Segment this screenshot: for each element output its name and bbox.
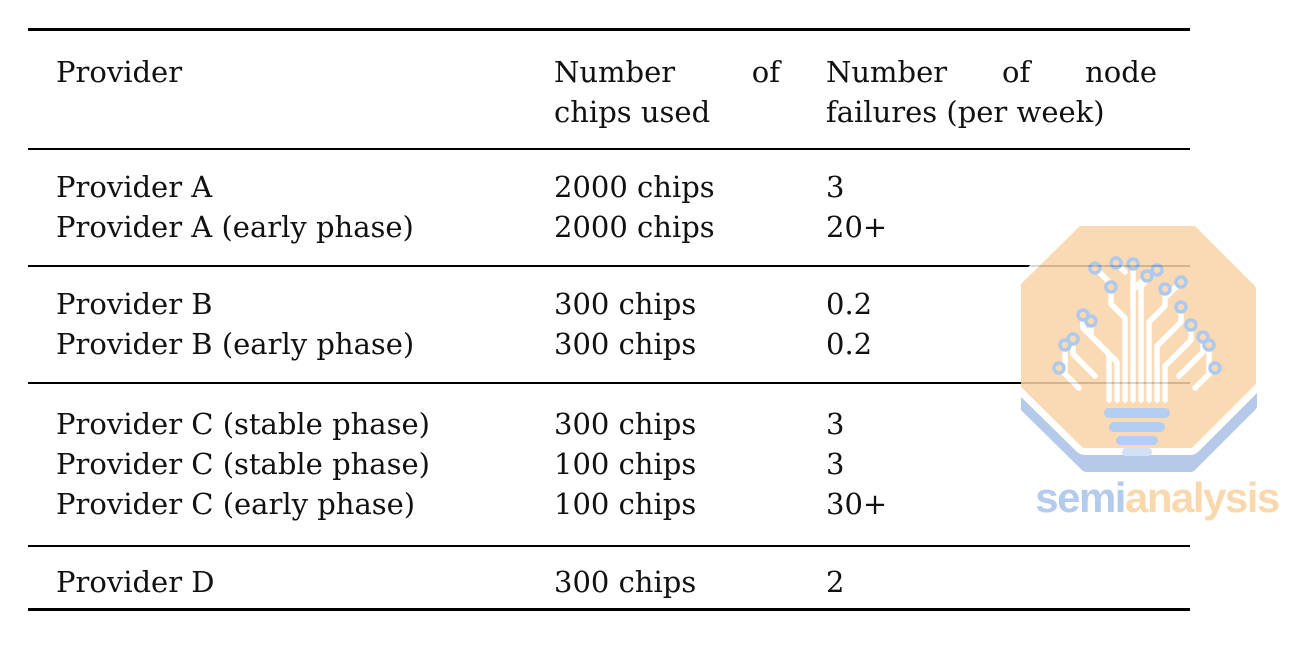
chips-cell: 300 chips xyxy=(554,327,697,361)
provider-cell: Provider A xyxy=(56,170,213,204)
chips-cell: 300 chips xyxy=(554,565,697,599)
provider-failure-table xyxy=(28,28,1190,611)
failures-cell: 30+ xyxy=(826,487,888,521)
table-row xyxy=(56,404,1190,444)
table-row xyxy=(56,484,1190,524)
failures-cell: 20+ xyxy=(826,210,888,244)
table-group-provider-a xyxy=(28,150,1190,265)
chips-cell: 2000 chips xyxy=(554,210,715,244)
provider-cell: Provider B xyxy=(56,287,213,321)
chips-cell: 100 chips xyxy=(554,487,697,521)
table-row xyxy=(56,562,1190,602)
column-header-chips xyxy=(554,52,826,132)
provider-cell: Provider C (stable phase) xyxy=(56,407,430,441)
provider-cell: Provider D xyxy=(56,565,215,599)
column-header-chips-line2: chips used xyxy=(554,95,711,129)
wordmark-semi: semi xyxy=(1035,474,1125,521)
chips-cell: 100 chips xyxy=(554,447,697,481)
table-row xyxy=(56,324,1190,364)
table-row xyxy=(56,444,1190,484)
table-group-provider-b xyxy=(28,267,1190,382)
chips-cell: 300 chips xyxy=(554,287,697,321)
failures-cell: 0.2 xyxy=(826,327,873,361)
failures-cell: 3 xyxy=(826,447,845,481)
table-row xyxy=(56,207,1190,247)
failures-cell: 3 xyxy=(826,170,845,204)
column-header-failures-line1: Number of node xyxy=(826,55,1157,89)
table-row xyxy=(56,284,1190,324)
wordmark-analysis: analysis xyxy=(1124,474,1279,521)
column-header-failures xyxy=(826,52,1190,132)
table-header-row xyxy=(28,31,1190,148)
provider-cell: Provider A (early phase) xyxy=(56,210,414,244)
provider-cell: Provider C (early phase) xyxy=(56,487,416,521)
chips-cell: 2000 chips xyxy=(554,170,715,204)
provider-cell: Provider B (early phase) xyxy=(56,327,415,361)
failures-cell: 0.2 xyxy=(826,287,873,321)
chips-cell: 300 chips xyxy=(554,407,697,441)
failures-cell: 3 xyxy=(826,407,845,441)
semianalysis-wordmark xyxy=(1035,474,1279,522)
table-bottom-rule xyxy=(28,608,1190,611)
provider-cell: Provider C (stable phase) xyxy=(56,447,430,481)
semianalysis-logo xyxy=(1021,226,1279,521)
column-header-failures-line2: failures (per week) xyxy=(826,95,1105,129)
failures-cell: 2 xyxy=(826,565,845,599)
table-group-provider-c xyxy=(28,384,1190,545)
column-header-chips-line1: Number of xyxy=(554,55,780,89)
circuit-bulb-octagon-icon xyxy=(1021,226,1261,478)
column-header-provider: Provider xyxy=(56,55,183,89)
table-row xyxy=(56,167,1190,207)
table-group-provider-d xyxy=(28,547,1190,608)
